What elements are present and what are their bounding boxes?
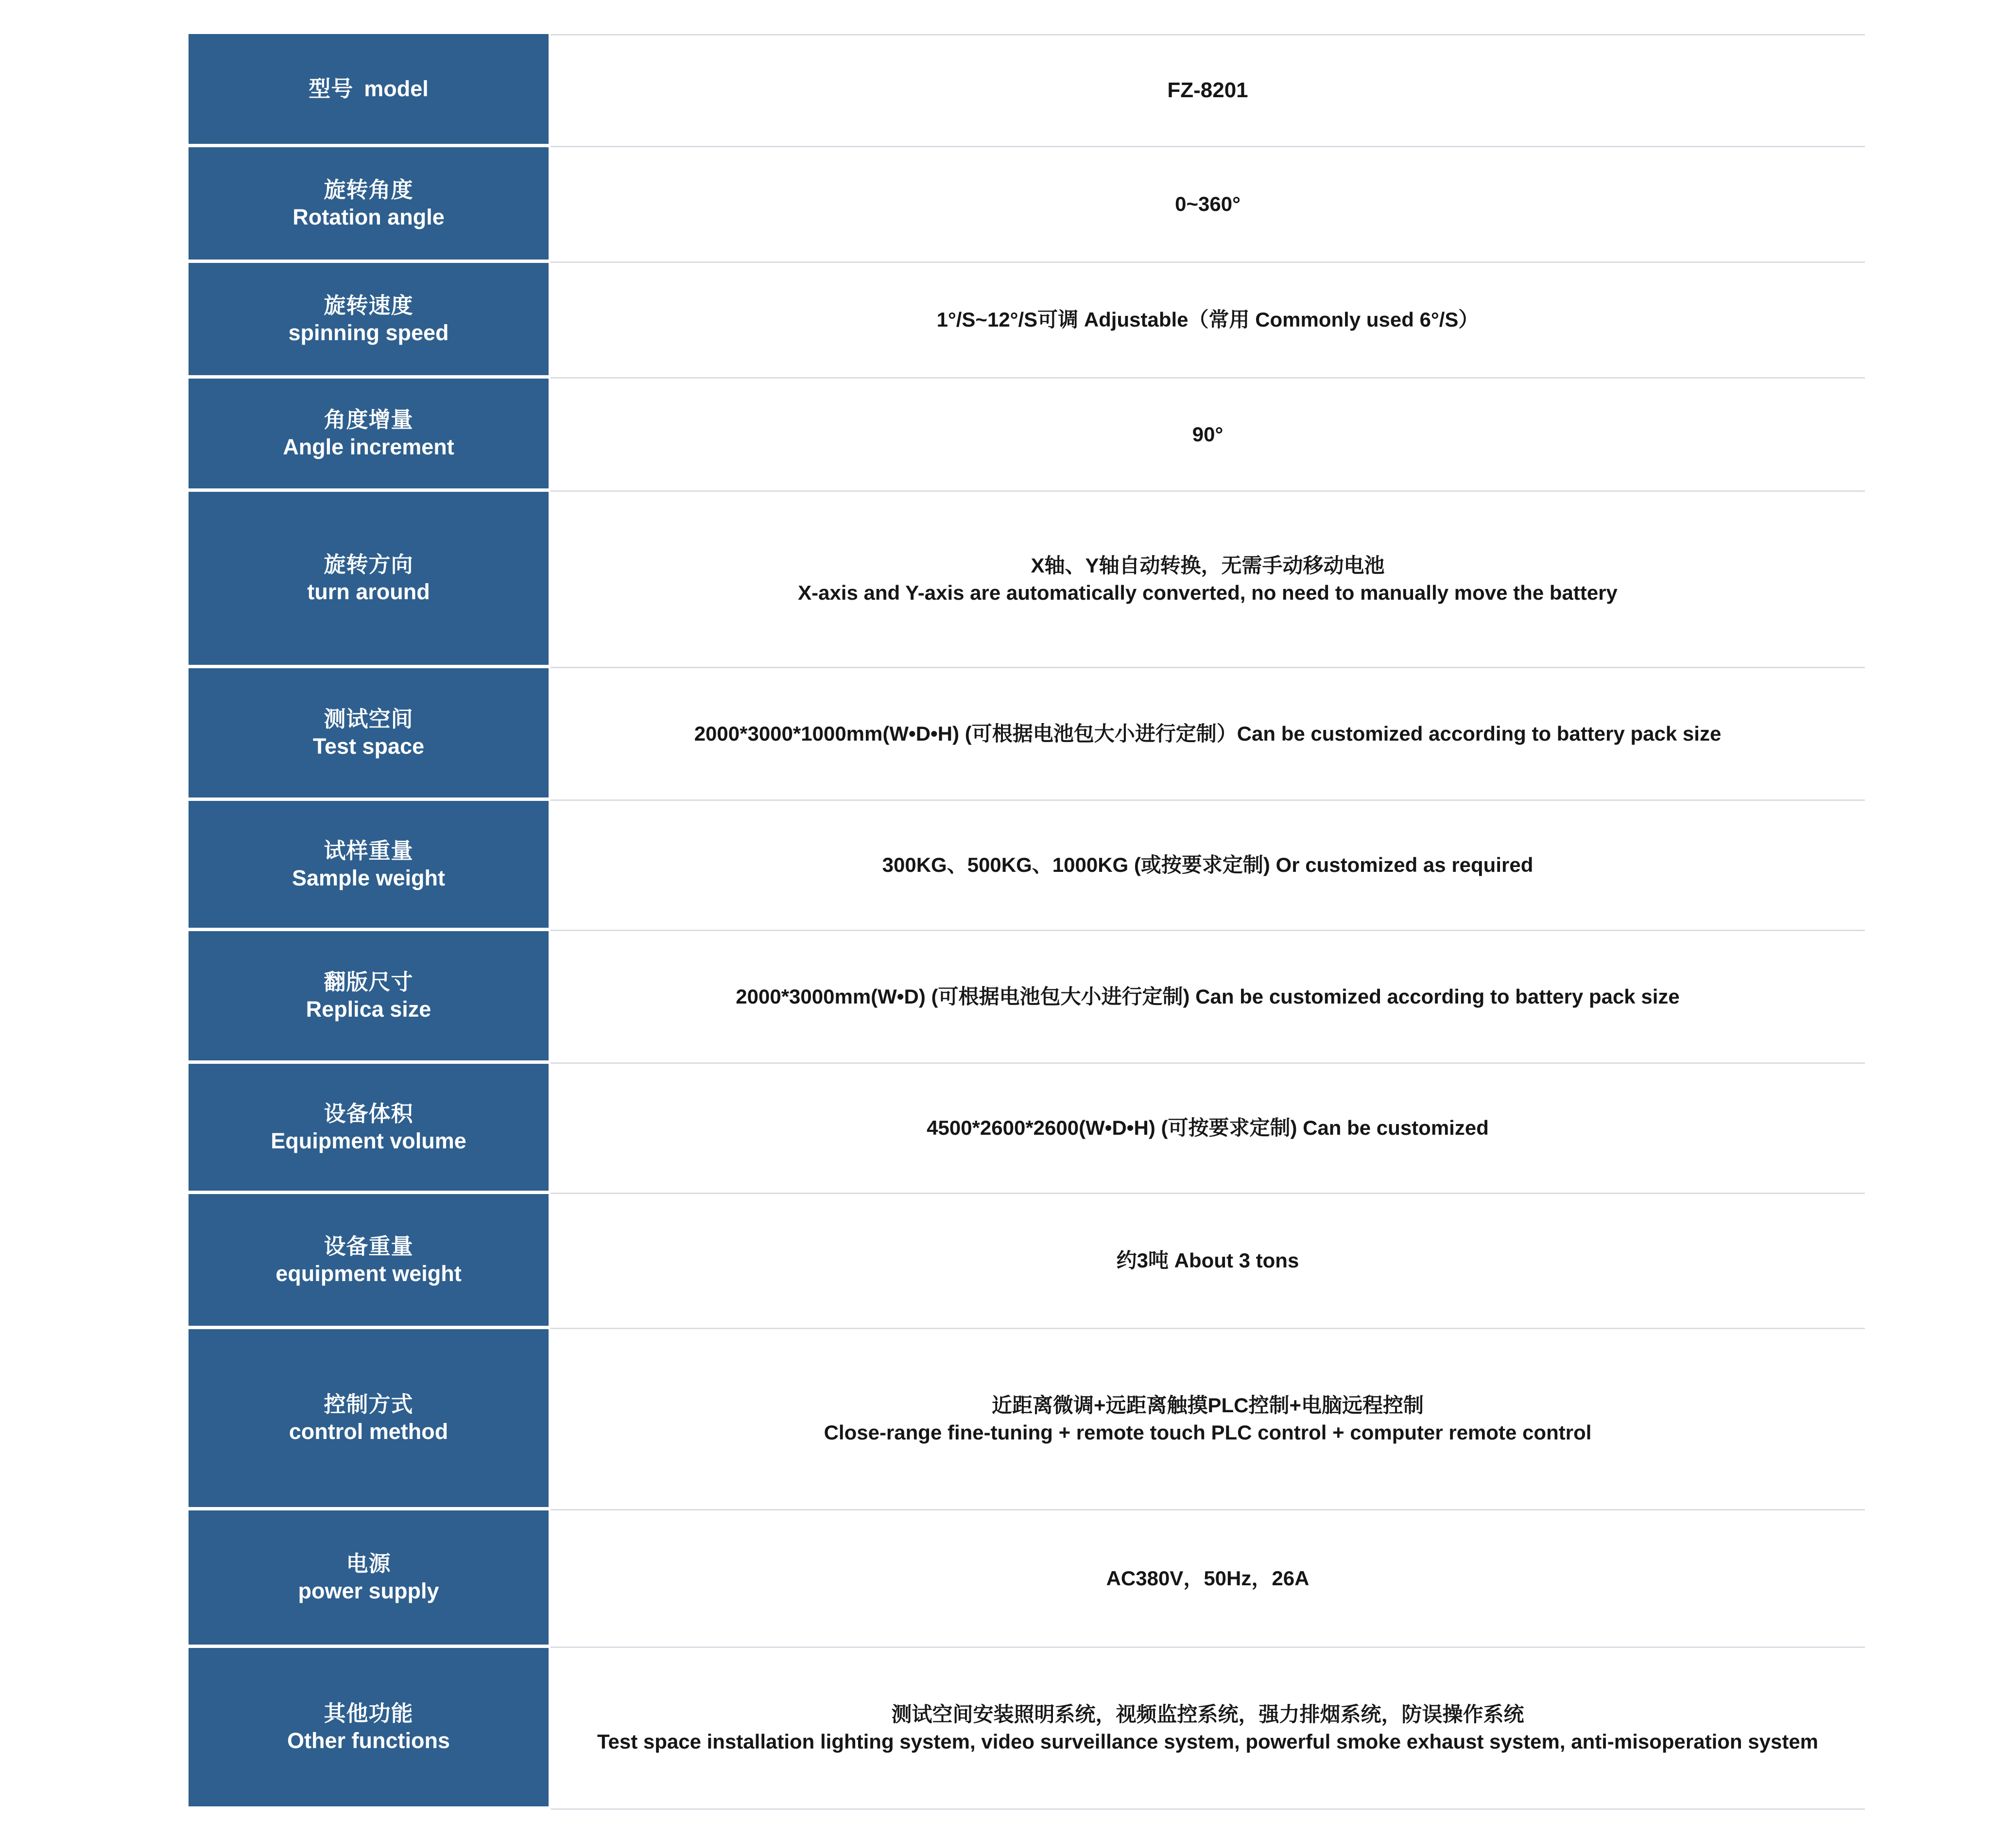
specification-table (189, 34, 1865, 1810)
table-row (189, 1329, 1865, 1510)
row-label-en: equipment weight (276, 1261, 462, 1286)
row-value-equipment-weight (551, 1194, 1865, 1329)
row-value-control-method (551, 1329, 1865, 1510)
value-line: X轴、Y轴自动转换，无需手动移动电池 (1031, 554, 1385, 577)
row-label-cn: 控制方式 (324, 1392, 414, 1417)
row-value-equipment-volume (551, 1064, 1865, 1194)
table-row (189, 801, 1865, 931)
row-label-power-supply (189, 1510, 551, 1648)
row-label-cn: 设备重量 (324, 1233, 414, 1259)
table-row (189, 1194, 1865, 1329)
value-line: Close-range fine-tuning + remote touch PLC control + computer remote control (824, 1421, 1592, 1444)
table-row (189, 379, 1865, 492)
value-line: FZ-8201 (1167, 78, 1248, 103)
value-line: 约3吨 About 3 tons (1116, 1249, 1299, 1272)
table-row (189, 263, 1865, 379)
row-label-cn: 旋转速度 (324, 293, 414, 318)
row-label-equipment-weight (189, 1194, 551, 1329)
table-row (189, 492, 1865, 668)
table-row (189, 931, 1865, 1064)
value-line: 1°/S~12°/S可调 Adjustable（常用 Commonly used 6°/S） (936, 308, 1479, 331)
row-label-en: Test space (312, 734, 425, 759)
value-line: 4500*2600*2600(W•D•H) (可按要求定制) Can be customized (927, 1116, 1489, 1140)
row-label-cn: 试样重量 (324, 838, 414, 863)
row-label-en: spinning speed (288, 320, 449, 345)
row-value-spinning-speed (551, 263, 1865, 379)
row-label-en: Other functions (287, 1728, 450, 1753)
row-label-en: turn around (307, 579, 430, 604)
table-row (189, 147, 1865, 263)
value-line: AC380V，50Hz，26A (1106, 1566, 1310, 1590)
value-line: 2000*3000mm(W•D) (可根据电池包大小进行定制) Can be customized according to battery pack size (736, 985, 1680, 1008)
row-label-en: model (364, 76, 429, 102)
table-row (189, 1510, 1865, 1648)
row-label-control-method (189, 1329, 551, 1510)
row-label-en: Angle increment (283, 434, 454, 459)
row-label-sample-weight (189, 801, 551, 931)
row-label-en: Sample weight (292, 865, 446, 890)
table-row (189, 668, 1865, 801)
row-label-other-functions (189, 1648, 551, 1810)
row-label-cn: 电源 (346, 1551, 391, 1577)
row-label-en: control method (289, 1419, 448, 1444)
value-line: 90° (1192, 422, 1223, 446)
row-label-spinning-speed (189, 263, 551, 379)
table-row (189, 1064, 1865, 1194)
row-label-en: power supply (298, 1578, 439, 1603)
row-value-power-supply (551, 1510, 1865, 1648)
value-line: X-axis and Y-axis are automatically converted, no need to manually move the battery (798, 581, 1618, 604)
row-label-cn: 翻版尺寸 (324, 970, 414, 995)
value-line: 2000*3000*1000mm(W•D•H) (可根据电池包大小进行定制）Can be customized according to battery pack size (694, 722, 1722, 745)
row-value-replica-size (551, 931, 1865, 1064)
row-value-turn-around (551, 492, 1865, 668)
row-value-model (551, 34, 1865, 147)
row-label-cn: 型号 (309, 76, 354, 102)
row-label-cn: 设备体积 (324, 1101, 414, 1126)
row-label-replica-size (189, 931, 551, 1064)
row-label-cn: 测试空间 (324, 707, 414, 732)
row-label-angle-increment (189, 379, 551, 492)
row-label-en: Rotation angle (293, 204, 445, 229)
value-line: Test space installation lighting system, video surveillance system, powerful smoke exhaust system, anti-misoperation system (597, 1730, 1819, 1753)
value-line: 300KG、500KG、1000KG (或按要求定制) Or customized as required (882, 853, 1534, 877)
value-line: 0~360° (1175, 192, 1241, 216)
row-label-cn: 其他功能 (324, 1701, 414, 1726)
value-line: 测试空间安装照明系统，视频监控系统，强力排烟系统，防误操作系统 (891, 1702, 1524, 1726)
row-value-rotation-angle (551, 147, 1865, 263)
row-label-en: Replica size (306, 997, 431, 1022)
row-label-rotation-angle (189, 147, 551, 263)
row-value-test-space (551, 668, 1865, 801)
row-label-en: Equipment volume (271, 1128, 466, 1153)
row-label-equipment-volume (189, 1064, 551, 1194)
table-row (189, 34, 1865, 147)
row-label-cn: 旋转方向 (324, 552, 414, 577)
value-line: 近距离微调+远距离触摸PLC控制+电脑远程控制 (991, 1393, 1424, 1417)
row-label-turn-around (189, 492, 551, 668)
row-label-model (189, 34, 551, 147)
row-label-test-space (189, 668, 551, 801)
row-label-cn: 角度增量 (324, 407, 414, 433)
row-value-other-functions (551, 1648, 1865, 1810)
row-value-sample-weight (551, 801, 1865, 931)
row-value-angle-increment (551, 379, 1865, 492)
row-label-cn: 旋转角度 (324, 177, 414, 202)
table-row (189, 1648, 1865, 1810)
